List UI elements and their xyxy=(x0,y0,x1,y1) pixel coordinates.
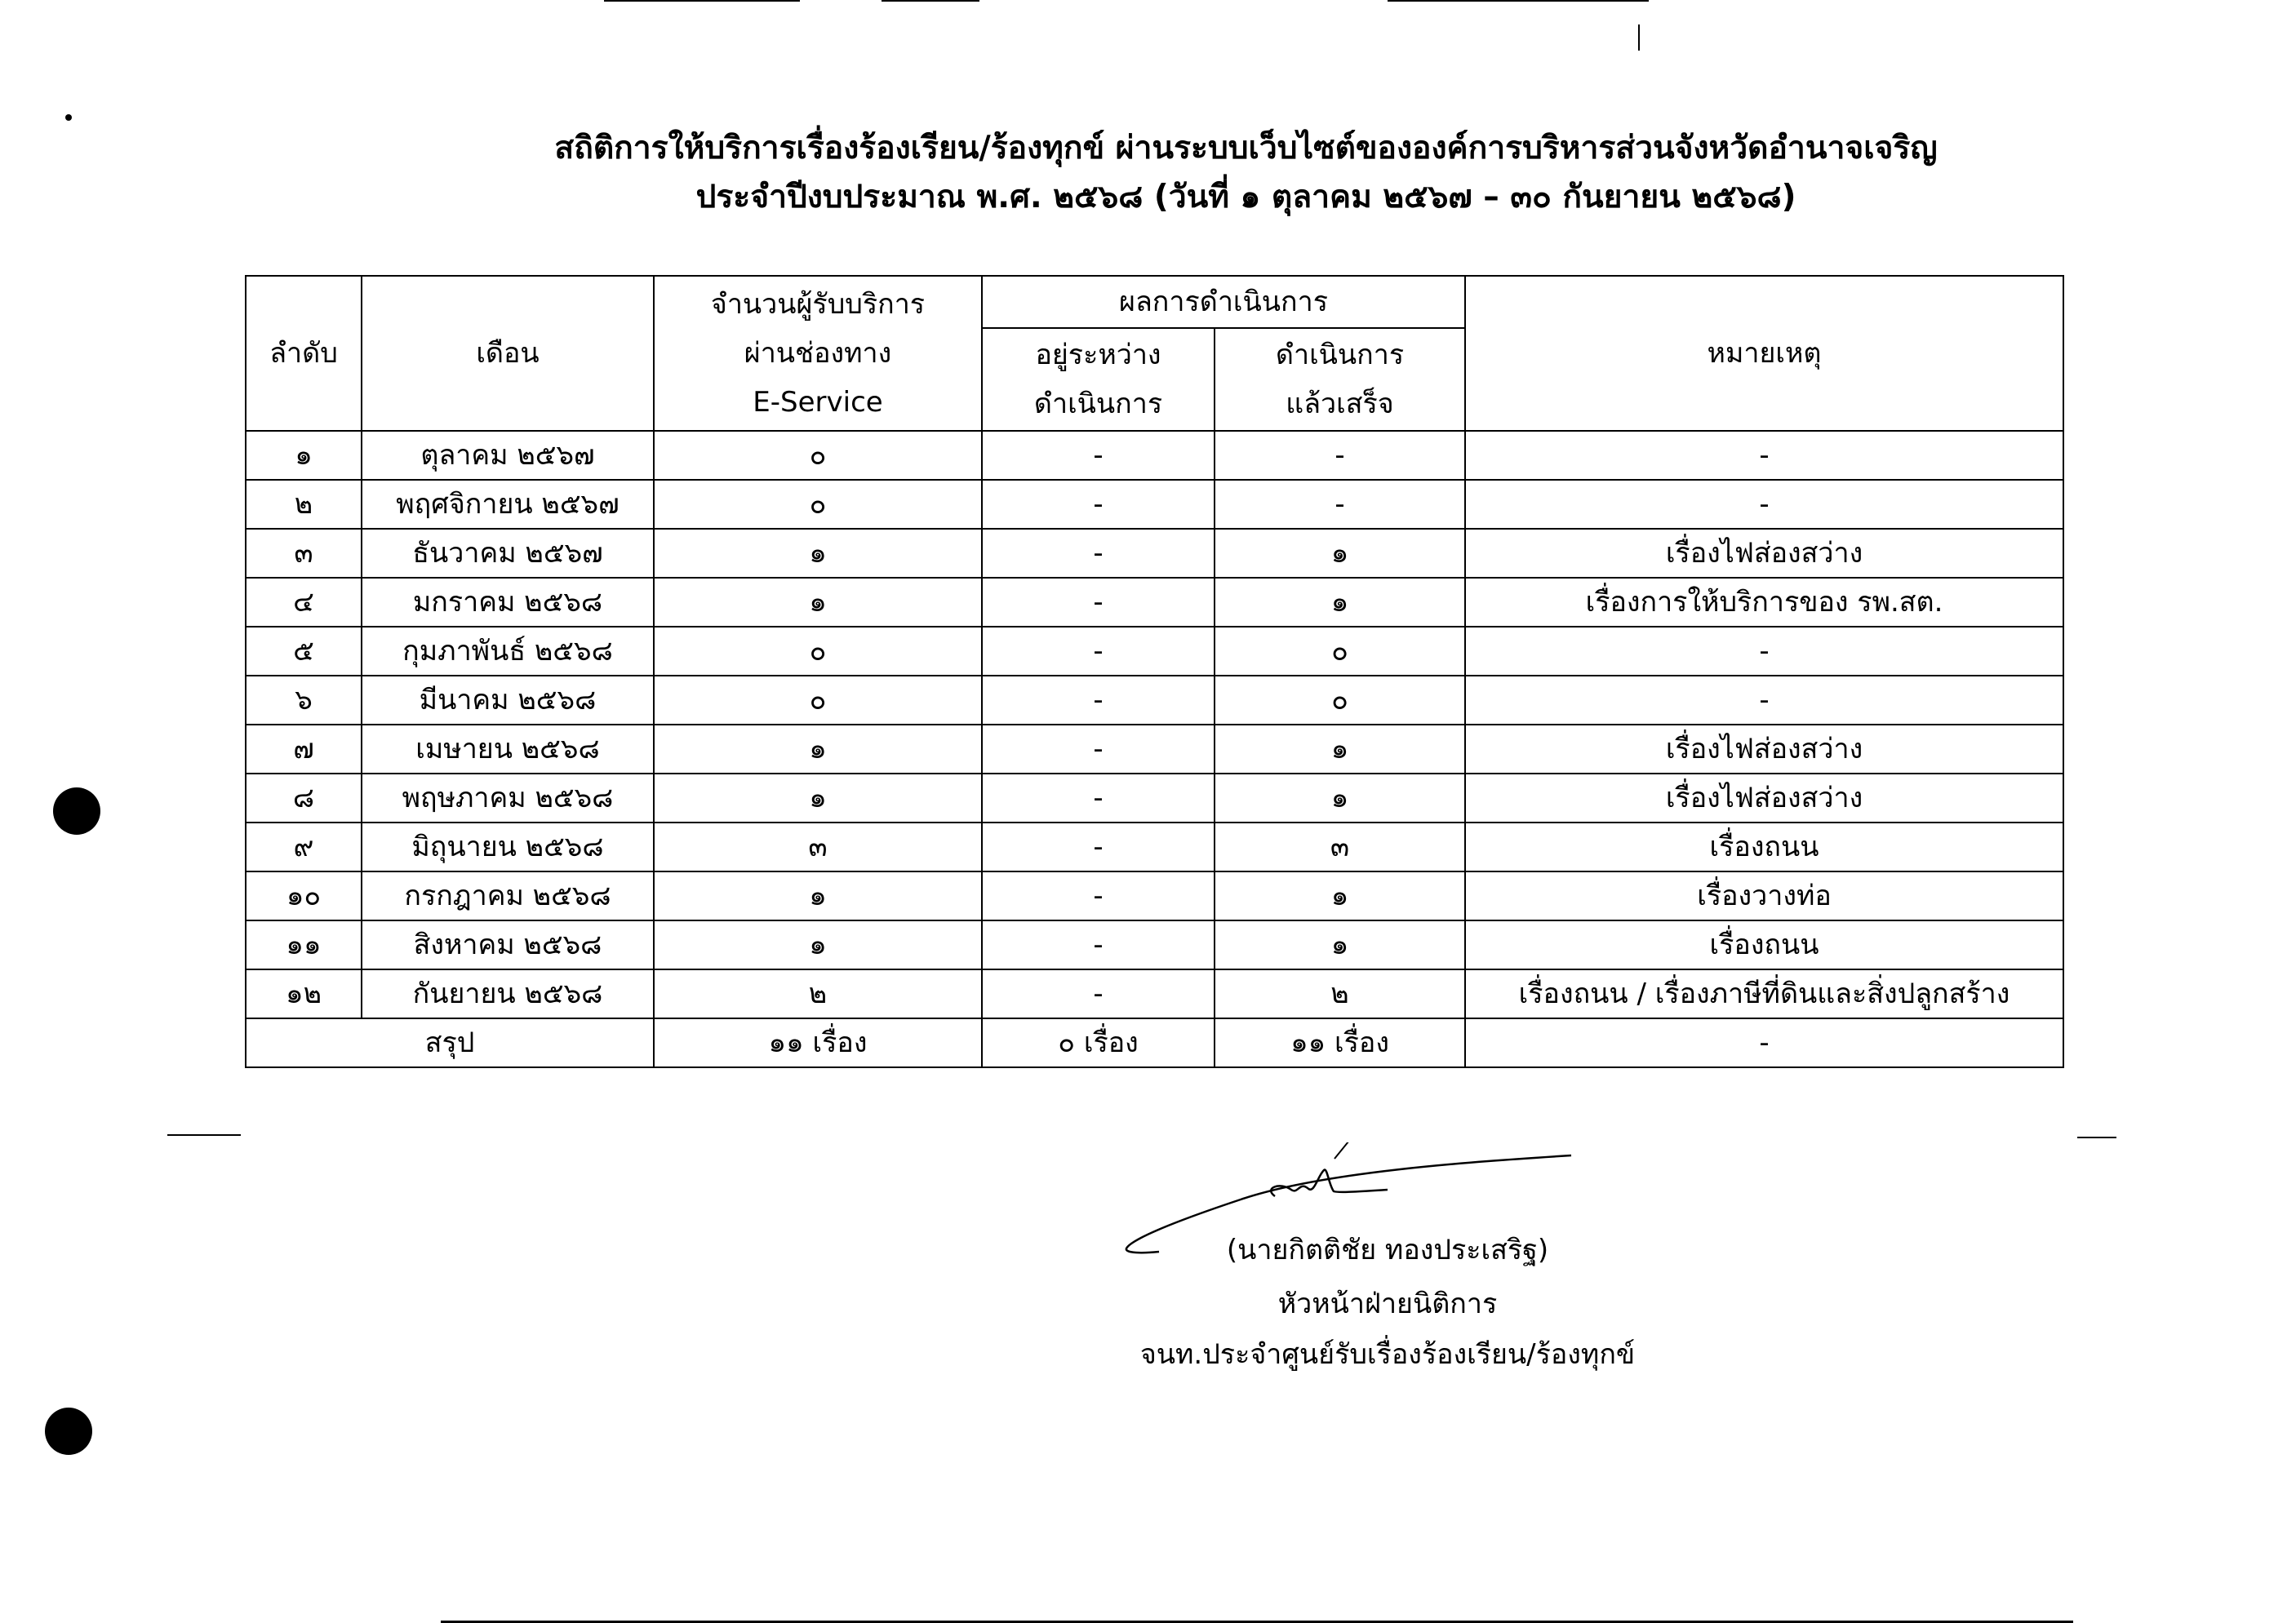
cell-done: ๑ xyxy=(1215,774,1465,823)
cell-pending: - xyxy=(982,480,1215,529)
punch-hole xyxy=(53,787,100,835)
cell-pending: - xyxy=(982,969,1215,1018)
cell-month: มกราคม ๒๕๖๘ xyxy=(362,578,654,627)
cell-pending: - xyxy=(982,431,1215,480)
scan-artifact xyxy=(604,0,800,2)
cell-month: พฤศจิกายน ๒๕๖๗ xyxy=(362,480,654,529)
cell-done: ๑ xyxy=(1215,725,1465,774)
cell-month: กุมภาพันธ์ ๒๕๖๘ xyxy=(362,627,654,676)
header-count-line2: ผ่านช่องทาง xyxy=(744,337,892,370)
cell-count: ๓ xyxy=(654,823,982,871)
cell-remark: เรื่องไฟส่องสว่าง xyxy=(1465,774,2063,823)
header-pending-line1: อยู่ระหว่าง xyxy=(1035,339,1161,371)
cell-no: ๗ xyxy=(246,725,362,774)
cell-remark: เรื่องถนน xyxy=(1465,823,2063,871)
cell-remark: - xyxy=(1465,627,2063,676)
header-month: เดือน xyxy=(362,276,654,431)
cell-done: ๓ xyxy=(1215,823,1465,871)
cell-month: สิงหาคม ๒๕๖๘ xyxy=(362,920,654,969)
document-subtitle: ประจำปีงบประมาณ พ.ศ. ๒๕๖๘ (วันที่ ๑ ตุลาคม ๒๕๖๗ – ๓๐ กันยายน ๒๕๖๘) xyxy=(695,179,1796,215)
cell-count: ๑ xyxy=(654,578,982,627)
cell-done: ๐ xyxy=(1215,627,1465,676)
header-remark: หมายเหตุ xyxy=(1465,276,2063,431)
cell-no: ๑ xyxy=(246,431,362,480)
cell-done: ๑ xyxy=(1215,920,1465,969)
cell-no: ๒ xyxy=(246,480,362,529)
cell-no: ๙ xyxy=(246,823,362,871)
cell-count: ๐ xyxy=(654,431,982,480)
cell-pending: - xyxy=(982,676,1215,725)
header-done-line2: แล้วเสร็จ xyxy=(1286,388,1394,420)
table-row xyxy=(246,431,2063,480)
cell-remark: เรื่องถนน xyxy=(1465,920,2063,969)
scan-artifact xyxy=(1638,24,1640,51)
cell-done: ๑ xyxy=(1215,578,1465,627)
header-count-line3: E-Service xyxy=(753,386,883,419)
cell-pending: - xyxy=(982,871,1215,920)
cell-done: - xyxy=(1215,480,1465,529)
cell-done: ๒ xyxy=(1215,969,1465,1018)
table-row xyxy=(246,627,2063,676)
cell-pending: - xyxy=(982,725,1215,774)
cell-remark: เรื่องไฟส่องสว่าง xyxy=(1465,529,2063,578)
cell-done: ๑ xyxy=(1215,871,1465,920)
cell-count: ๑ xyxy=(654,920,982,969)
header-result: ผลการดำเนินการ xyxy=(982,276,1465,328)
cell-month: เมษายน ๒๕๖๘ xyxy=(362,725,654,774)
table-row xyxy=(246,920,2063,969)
scan-artifact xyxy=(1388,0,1649,2)
signature-scribble xyxy=(1118,1142,1575,1289)
summary-row xyxy=(246,1018,2063,1067)
scan-artifact xyxy=(65,114,72,121)
cell-remark: เรื่องไฟส่องสว่าง xyxy=(1465,725,2063,774)
cell-count: ๑ xyxy=(654,725,982,774)
cell-count: ๐ xyxy=(654,676,982,725)
cell-no: ๕ xyxy=(246,627,362,676)
table-row xyxy=(246,969,2063,1018)
header-done xyxy=(1215,328,1465,431)
cell-count: ๑ xyxy=(654,529,982,578)
summary-label: สรุป xyxy=(246,1018,654,1067)
cell-count: ๑ xyxy=(654,774,982,823)
cell-remark: - xyxy=(1465,676,2063,725)
cell-done: ๑ xyxy=(1215,529,1465,578)
cell-remark: เรื่องวางท่อ xyxy=(1465,871,2063,920)
summary-remark: - xyxy=(1465,1018,2063,1067)
cell-month: มิถุนายน ๒๕๖๘ xyxy=(362,823,654,871)
summary-done: ๑๑ เรื่อง xyxy=(1215,1018,1465,1067)
cell-no: ๔ xyxy=(246,578,362,627)
document-title: สถิติการให้บริการเรื่องร้องเรียน/ร้องทุกข์ ผ่านระบบเว็บไซต์ขององค์การบริหารส่วนจังหวัดอำนาจเจริญ xyxy=(554,130,1938,166)
header-done-line1: ดำเนินการ xyxy=(1275,339,1405,371)
punch-hole xyxy=(45,1408,92,1455)
cell-count: ๐ xyxy=(654,627,982,676)
cell-pending: - xyxy=(982,578,1215,627)
cell-done: - xyxy=(1215,431,1465,480)
cell-pending: - xyxy=(982,823,1215,871)
cell-month: ธันวาคม ๒๕๖๗ xyxy=(362,529,654,578)
cell-no: ๑๐ xyxy=(246,871,362,920)
table-row xyxy=(246,774,2063,823)
cell-month: กรกฎาคม ๒๕๖๘ xyxy=(362,871,654,920)
header-count-line1: จำนวนผู้รับบริการ xyxy=(710,288,926,321)
table-row xyxy=(246,676,2063,725)
cell-no: ๓ xyxy=(246,529,362,578)
cell-month: พฤษภาคม ๒๕๖๘ xyxy=(362,774,654,823)
summary-count: ๑๑ เรื่อง xyxy=(654,1018,982,1067)
summary-pending: ๐ เรื่อง xyxy=(982,1018,1215,1067)
header-pending xyxy=(982,328,1215,431)
cell-remark: - xyxy=(1465,431,2063,480)
cell-no: ๑๒ xyxy=(246,969,362,1018)
cell-no: ๑๑ xyxy=(246,920,362,969)
cell-pending: - xyxy=(982,529,1215,578)
cell-pending: - xyxy=(982,774,1215,823)
cell-done: ๐ xyxy=(1215,676,1465,725)
cell-month: กันยายน ๒๕๖๘ xyxy=(362,969,654,1018)
scan-artifact xyxy=(2077,1137,2116,1138)
cell-count: ๒ xyxy=(654,969,982,1018)
header-no: ลำดับ xyxy=(246,276,362,431)
header-pending-line2: ดำเนินการ xyxy=(1033,388,1163,420)
signer-name: (นายกิตติชัย ทองประเสริฐ) xyxy=(1226,1234,1549,1266)
cell-count: ๐ xyxy=(654,480,982,529)
cell-count: ๑ xyxy=(654,871,982,920)
cell-pending: - xyxy=(982,920,1215,969)
header-count xyxy=(654,276,982,431)
table-row xyxy=(246,725,2063,774)
cell-remark: - xyxy=(1465,480,2063,529)
cell-no: ๘ xyxy=(246,774,362,823)
scan-artifact xyxy=(882,0,979,2)
table-row xyxy=(246,480,2063,529)
table-row xyxy=(246,823,2063,871)
signer-position: หัวหน้าฝ่ายนิติการ xyxy=(1277,1288,1498,1320)
scan-artifact xyxy=(167,1134,241,1136)
cell-remark: เรื่องการให้บริการของ รพ.สต. xyxy=(1465,578,2063,627)
cell-no: ๖ xyxy=(246,676,362,725)
cell-month: ตุลาคม ๒๕๖๗ xyxy=(362,431,654,480)
table-row xyxy=(246,578,2063,627)
cell-month: มีนาคม ๒๕๖๘ xyxy=(362,676,654,725)
table-header-row xyxy=(246,276,2063,328)
table-row xyxy=(246,529,2063,578)
table-row xyxy=(246,871,2063,920)
cell-pending: - xyxy=(982,627,1215,676)
signer-role: จนท.ประจำศูนย์รับเรื่องร้องเรียน/ร้องทุกข์ xyxy=(1139,1338,1636,1371)
cell-remark: เรื่องถนน / เรื่องภาษีที่ดินและสิ่งปลูกสร้าง xyxy=(1465,969,2063,1018)
statistics-table xyxy=(245,275,2064,1068)
